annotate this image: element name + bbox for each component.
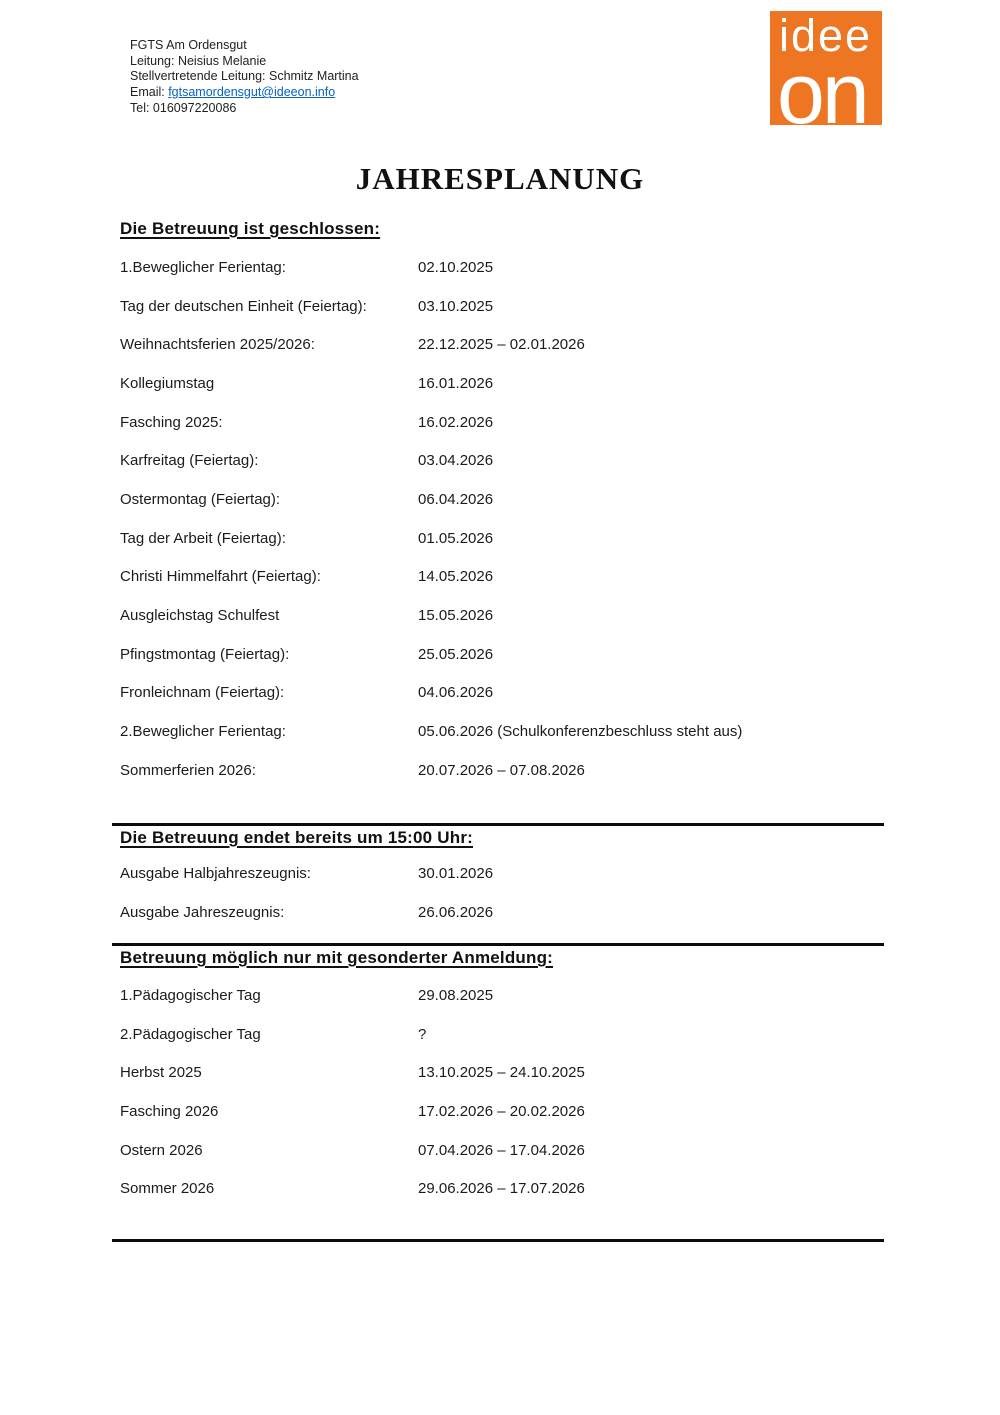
- leitung-line: Leitung: Neisius Melanie: [130, 53, 267, 68]
- row-value: 15.05.2026: [418, 606, 494, 624]
- table-row: [120, 864, 910, 903]
- row-value: 25.05.2026: [418, 645, 494, 663]
- divider: [112, 823, 884, 826]
- row-label: Ausgabe Halbjahreszeugnis:: [120, 865, 311, 882]
- table-row: [120, 297, 910, 336]
- row-label: Fronleichnam (Feiertag):: [120, 684, 285, 702]
- row-label: Ostern 2026: [120, 1141, 203, 1159]
- table-row: [120, 683, 910, 722]
- table-row: [120, 1102, 910, 1141]
- row-label: Ostermontag (Feiertag):: [120, 490, 281, 508]
- row-label: Pfingstmontag (Feiertag):: [120, 645, 290, 663]
- row-label: Sommerferien 2026:: [120, 761, 256, 779]
- row-value: 02.10.2025: [418, 259, 494, 276]
- row-value: 20.07.2026 – 07.08.2026: [418, 761, 585, 779]
- row-label: 1.Pädagogischer Tag: [120, 987, 261, 1004]
- row-value: 03.10.2025: [418, 297, 494, 315]
- row-label: Tag der Arbeit (Feiertag):: [120, 529, 286, 547]
- row-value: 06.04.2026: [418, 490, 494, 508]
- row-label: Ausgleichstag Schulfest: [120, 606, 280, 624]
- row-label: 2.Beweglicher Ferientag:: [120, 722, 286, 740]
- row-label: Karfreitag (Feiertag):: [120, 452, 259, 470]
- tel-line: Tel: 016097220086: [130, 100, 237, 115]
- row-value: 07.04.2026 – 17.04.2026: [418, 1141, 585, 1159]
- section-heading-geschlossen: Die Betreuung ist geschlossen:: [120, 219, 381, 238]
- row-value: 17.02.2026 – 20.02.2026: [418, 1102, 585, 1120]
- table-row: [120, 1025, 910, 1064]
- email-line: [130, 85, 359, 101]
- row-label: Herbst 2025: [120, 1064, 202, 1082]
- table-row: [120, 451, 910, 490]
- row-value: 04.06.2026: [418, 684, 494, 702]
- table-row: [120, 567, 910, 606]
- table-row: [120, 645, 910, 684]
- org-name: FGTS Am Ordensgut: [130, 38, 247, 52]
- row-value: 14.05.2026: [418, 568, 494, 586]
- row-label: Weihnachtsferien 2025/2026:: [120, 336, 315, 354]
- table-row: [120, 903, 910, 942]
- section-anmeldung-rows: [120, 986, 910, 1218]
- row-value: 22.12.2025 – 02.01.2026: [418, 336, 585, 354]
- section-endet-rows: [120, 864, 910, 941]
- logo-text-idee: idee: [779, 11, 873, 61]
- table-row: [120, 986, 910, 1025]
- row-label: 2.Pädagogischer Tag: [120, 1025, 261, 1043]
- table-row: [120, 413, 910, 452]
- row-value: 26.06.2026: [418, 903, 494, 921]
- letterhead: [130, 38, 359, 117]
- row-value: 03.04.2026: [418, 452, 494, 470]
- row-label: Sommer 2026: [120, 1180, 215, 1198]
- section-geschlossen-rows: [120, 258, 910, 799]
- row-value: ?: [418, 1025, 427, 1043]
- table-row: [120, 258, 910, 297]
- row-value: 16.01.2026: [418, 374, 494, 392]
- row-value: 01.05.2026: [418, 529, 494, 547]
- row-label: Ausgabe Jahreszeugnis:: [120, 903, 285, 921]
- row-value: 29.06.2026 – 17.07.2026: [418, 1180, 585, 1198]
- table-row: [120, 1063, 910, 1102]
- table-row: [120, 374, 910, 413]
- divider: [112, 1239, 884, 1242]
- table-row: [120, 1179, 910, 1218]
- row-label: Kollegiumstag: [120, 374, 215, 392]
- row-value: 05.06.2026 (Schulkonferenzbeschluss steht aus): [418, 722, 743, 740]
- row-label: Christi Himmelfahrt (Feiertag):: [120, 568, 321, 586]
- table-row: [120, 1141, 910, 1180]
- divider: [112, 943, 884, 946]
- row-label: Fasching 2026: [120, 1102, 219, 1120]
- row-value: 13.10.2025 – 24.10.2025: [418, 1064, 585, 1082]
- row-value: 29.08.2025: [418, 987, 494, 1004]
- page-title: JAHRESPLANUNG: [355, 161, 645, 196]
- row-value: 30.01.2026: [418, 865, 494, 882]
- table-row: [120, 490, 910, 529]
- row-label: Fasching 2025:: [120, 413, 223, 431]
- table-row: [120, 761, 910, 800]
- ideeon-logo: [770, 11, 882, 125]
- stellvertretung-line: Stellvertretende Leitung: Schmitz Martina: [130, 69, 359, 84]
- table-row: [120, 529, 910, 568]
- row-value: 16.02.2026: [418, 413, 494, 431]
- section-heading-endet-15-uhr: Die Betreuung endet bereits um 15:00 Uhr:: [120, 828, 473, 847]
- row-label: Tag der deutschen Einheit (Feiertag):: [120, 297, 367, 315]
- logo-text-on: on: [777, 46, 867, 125]
- email-label: Email:: [130, 85, 169, 100]
- table-row: [120, 722, 910, 761]
- section-heading-gesonderte-anmeldung: Betreuung möglich nur mit gesonderter Anmeldung:: [120, 948, 554, 967]
- table-row: [120, 606, 910, 645]
- table-row: [120, 335, 910, 374]
- email-link[interactable]: fgtsamordensgut@ideeon.info: [168, 85, 336, 100]
- row-label: 1.Beweglicher Ferientag:: [120, 259, 286, 276]
